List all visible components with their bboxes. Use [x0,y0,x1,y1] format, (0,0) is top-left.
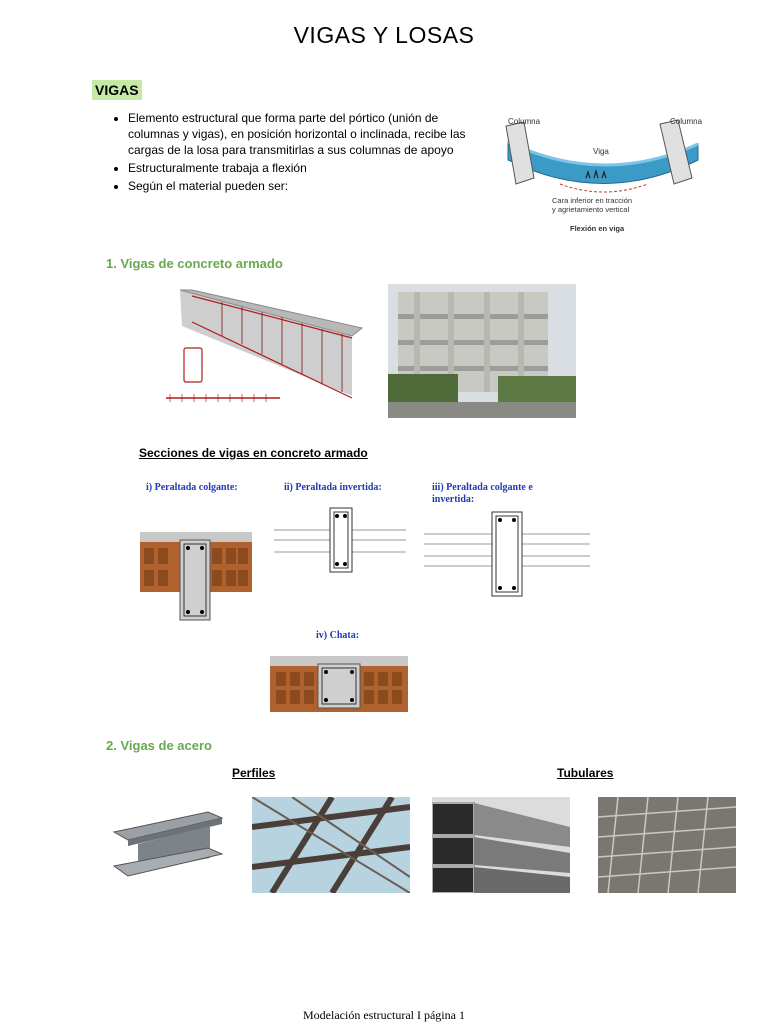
section-iv-drawing [270,656,408,712]
left-column-label: Columna [508,117,541,126]
vigas-heading: VIGAS [92,80,142,100]
flexion-diagram [498,112,718,240]
diagram-caption: Flexión en viga [570,224,625,233]
section-label-i: i) Peraltada colgante: [146,482,238,493]
bullet-item: • Según el material pueden ser: [128,178,488,194]
section-label-iii-line2: invertida: [432,494,475,505]
section-iii-drawing [424,508,590,598]
note-line2: y agrietamiento vertical [552,205,630,214]
section1-heading: 1. Vigas de concreto armado [106,256,283,271]
note-line1: Cara inferior en tracción [552,196,633,205]
tubular-structure-photo [598,797,736,893]
tubulares-label: Tubulares [557,766,614,780]
perfiles-label: Perfiles [232,766,276,780]
bullet-item: • Elemento estructural que forma parte del pórtico (unión de columnas y vigas), en posición horizontal o inclinada, recibe las cargas de la losa para transmitirlas a sus columnas de apoyo [128,110,488,158]
section2-heading: 2. Vigas de acero [106,738,212,753]
sections-subheading: Secciones de vigas en concreto armado [139,446,368,460]
vigas-bullet-list [110,110,488,196]
steel-i-beam-image [110,810,226,880]
building-photo [388,284,576,418]
left-column-shape [506,122,534,184]
section-ii-drawing [274,506,406,576]
section-label-iii-line1: iii) Peraltada colgante e [432,482,533,493]
section-label-iv: iv) Chata: [316,630,360,641]
rebar-beam-image [162,286,382,410]
bullet-item: • Estructuralmente trabaja a flexión [128,160,488,176]
page-footer: Modelación estructural I página 1 [303,1008,465,1022]
steel-structure-photo [252,797,410,893]
beam-label: Viga [593,147,609,156]
right-column-label: Columna [670,117,703,126]
section-label-ii: ii) Peraltada invertida: [284,482,382,493]
rectangular-tubes-photo [432,797,570,893]
page-title: VIGAS Y LOSAS [293,22,475,48]
section-i-drawing [140,532,252,622]
